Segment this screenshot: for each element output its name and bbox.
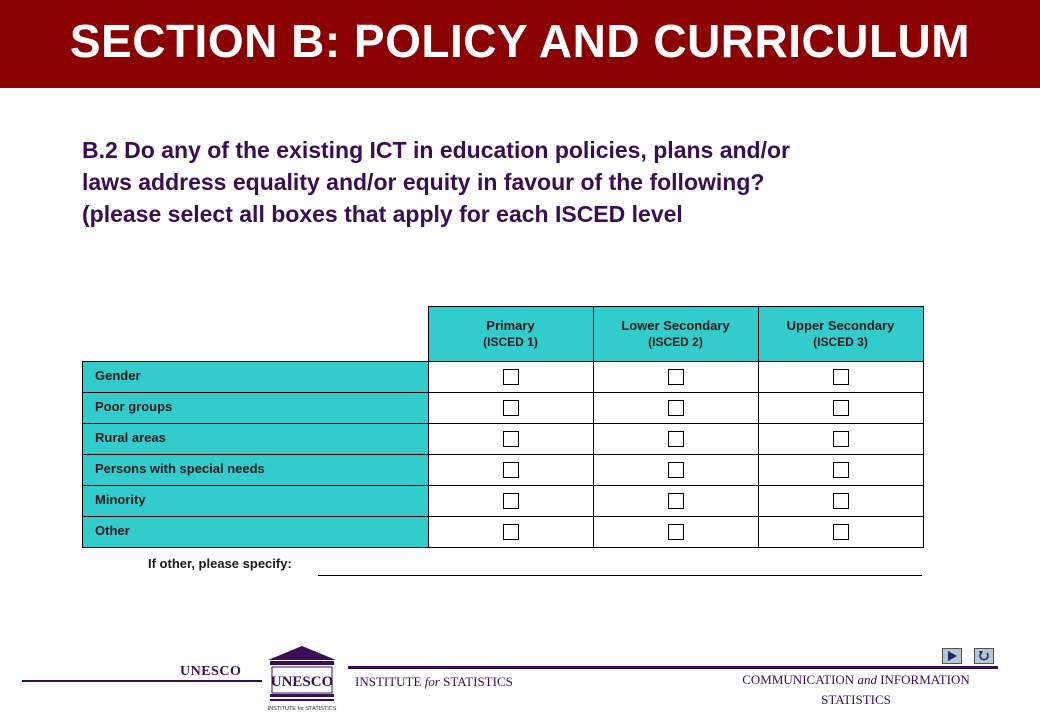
column-subtitle: (ISCED 1)	[483, 335, 538, 349]
table-row	[83, 517, 924, 548]
table-row	[83, 362, 924, 393]
poor-groups-primary-checkbox[interactable]	[503, 400, 519, 416]
poor-groups-upper-secondary-checkbox[interactable]	[833, 400, 849, 416]
gender-primary-checkbox[interactable]	[503, 369, 519, 385]
table-row	[83, 393, 924, 424]
row-label-special-needs: Persons with special needs	[83, 455, 429, 486]
rural-areas-upper-secondary-checkbox[interactable]	[833, 431, 849, 447]
minority-lower-secondary-checkbox[interactable]	[668, 493, 684, 509]
specify-label: If other, please specify:	[148, 556, 292, 571]
other-lower-secondary-checkbox[interactable]	[668, 524, 684, 540]
comm-part-and: and	[857, 672, 877, 687]
special-needs-primary-checkbox[interactable]	[503, 462, 519, 478]
isced-grid	[82, 306, 924, 548]
column-header-primary	[428, 307, 593, 362]
comm-line-1	[706, 670, 1006, 690]
logo-caption: INSTITUTE for STATISTICS	[267, 706, 337, 712]
row-label-gender: Gender	[83, 362, 429, 393]
gender-lower-secondary-checkbox[interactable]	[668, 369, 684, 385]
question-line: B.2 Do any of the existing ICT in education policies, plans and/or	[82, 137, 790, 163]
header-row	[83, 307, 924, 362]
column-title: Upper Secondary	[786, 318, 895, 333]
other-upper-secondary-checkbox[interactable]	[833, 524, 849, 540]
question-text	[82, 134, 942, 230]
institute-suffix: STATISTICS	[439, 674, 513, 689]
table-row	[83, 486, 924, 517]
table-row	[83, 424, 924, 455]
special-needs-upper-secondary-checkbox[interactable]	[833, 462, 849, 478]
special-needs-lower-secondary-checkbox[interactable]	[668, 462, 684, 478]
corner-cell	[83, 307, 429, 362]
row-label-minority: Minority	[83, 486, 429, 517]
page-title: SECTION B: POLICY AND CURRICULUM	[69, 15, 971, 67]
next-slide-button[interactable]	[942, 648, 962, 664]
row-label-poor-groups: Poor groups	[83, 393, 429, 424]
column-header-lower-secondary	[593, 307, 758, 362]
minority-primary-checkbox[interactable]	[503, 493, 519, 509]
header-banner	[0, 0, 1040, 88]
footer-rule-left	[22, 680, 262, 682]
comm-line-2: STATISTICS	[821, 692, 891, 707]
row-label-rural-areas: Rural areas	[83, 424, 429, 455]
play-icon	[943, 649, 961, 663]
institute-prefix: INSTITUTE	[355, 674, 425, 689]
specify-other-input[interactable]	[318, 556, 922, 576]
gender-upper-secondary-checkbox[interactable]	[833, 369, 849, 385]
column-header-upper-secondary	[758, 307, 923, 362]
institute-for: for	[424, 674, 440, 689]
column-subtitle: (ISCED 3)	[813, 335, 868, 349]
question-line: laws address equality and/or equity in favour of the following?	[82, 169, 765, 195]
institute-label	[355, 674, 513, 690]
other-primary-checkbox[interactable]	[503, 524, 519, 540]
comm-part-b: INFORMATION	[876, 672, 970, 687]
column-subtitle: (ISCED 2)	[648, 335, 703, 349]
column-title: Primary	[486, 318, 535, 333]
table-row	[83, 455, 924, 486]
footer-rule-right	[348, 666, 998, 669]
comm-part-a: COMMUNICATION	[742, 672, 858, 687]
return-icon	[975, 649, 993, 663]
row-label-other: Other	[83, 517, 429, 548]
question-line: (please select all boxes that apply for each ISCED level	[82, 201, 683, 227]
unesco-wordmark: UNESCO	[180, 664, 242, 679]
column-title: Lower Secondary	[621, 318, 730, 333]
rural-areas-lower-secondary-checkbox[interactable]	[668, 431, 684, 447]
rural-areas-primary-checkbox[interactable]	[503, 431, 519, 447]
minority-upper-secondary-checkbox[interactable]	[833, 493, 849, 509]
return-button[interactable]	[974, 648, 994, 664]
poor-groups-lower-secondary-checkbox[interactable]	[668, 400, 684, 416]
logo-lettering: UNESCO	[270, 674, 334, 690]
unesco-logo-icon	[262, 644, 342, 714]
communication-label	[706, 670, 1006, 710]
